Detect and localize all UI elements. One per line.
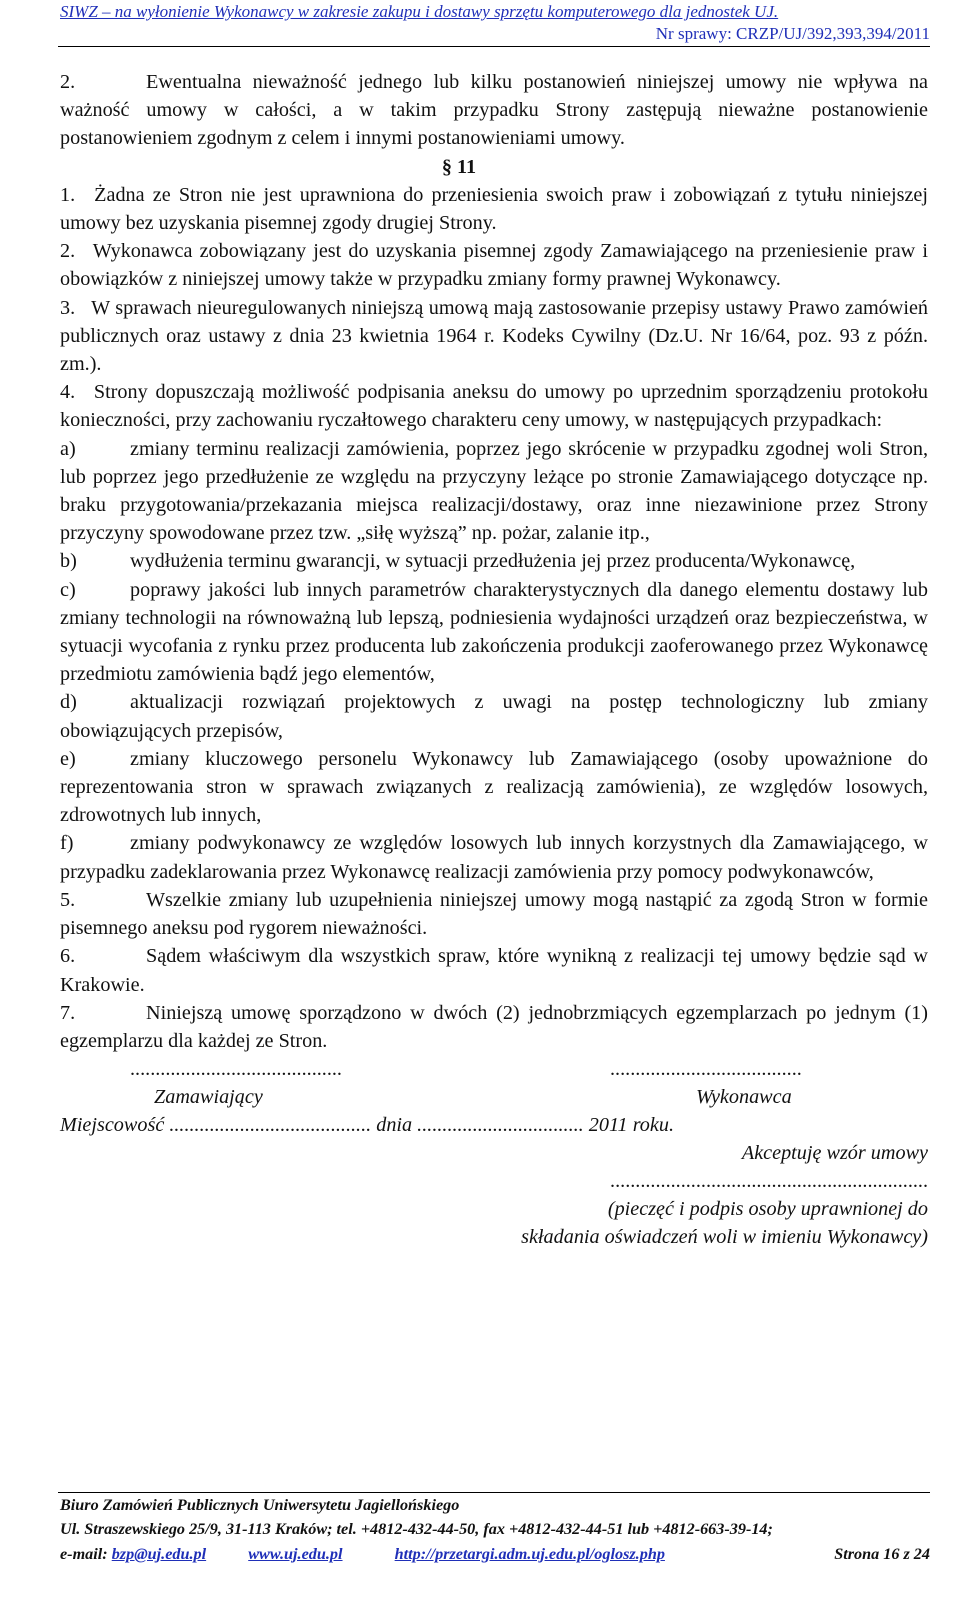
footer-contacts [60,1545,930,1564]
point-number: 1. [60,183,76,206]
paragraph-text: Ewentualna nieważność jednego lub kilku postanowień niniejszej umowy nie wpływa na ważność umowy w całości, a w takim przypadku Strony zastępują nieważne postanowienie postanowieniem zgodnym z celem i innymi postanowieniami umowy. [60,71,928,150]
list-item-d [60,688,928,744]
item-text: zmiany kluczowego personelu Wykonawcy lub Zamawiającego (osoby upoważnione do reprezentowania stron w sprawach związanych z realizacją zamówienia), ze względów losowych, zdrowotnych lub innych, [60,747,928,827]
footer-www-link[interactable]: www.uj.edu.pl [248,1545,343,1563]
point-number: 5. [60,888,76,911]
point-5 [60,886,928,942]
footer-tender-link[interactable]: http://przetargi.adm.uj.edu.pl/oglosz.php [394,1545,665,1563]
item-label: a) [60,437,76,460]
list-item-c [60,576,928,689]
s11-point-2 [60,237,928,293]
item-label: c) [60,578,76,601]
s11-point-1 [60,181,928,237]
item-text: zmiany podwykonawcy ze względów losowych lub innych korzystnych dla Zamawiającego, w przypadku zadeklarowania przez Wykonawcę realizacji zamówienia przy pomocy podwykonawców, [60,832,928,883]
item-label: f) [60,832,74,855]
stamp-note-line-2: składania oświadczeń woli w imieniu Wykonawcy) [521,1226,928,1249]
list-item-a [60,435,928,548]
point-6 [60,942,928,998]
header-title: SIWZ – na wyłonienie Wykonawcy w zakresie zakupu i dostawy sprzętu komputerowego dla jednostek UJ. [60,2,779,21]
item-label: d) [60,691,77,714]
item-label: e) [60,747,76,770]
point-text: Niniejszą umowę sporządzono w dwóch (2) jednobrzmiących egzemplarzach po jednym (1) egzemplarzu dla każdej ze Stron. [60,1001,928,1052]
list-item-f [60,829,928,885]
footer-rule [58,1492,930,1493]
signature-block [60,1055,928,1260]
stamp-note-line-1: (pieczęć i podpis osoby uprawnionej do [607,1198,928,1221]
point-text: Sądem właściwym dla wszystkich spraw, które wynikną z realizacji tej umowy będzie sąd w Krakowie. [60,945,928,996]
footer-address: Ul. Straszewskiego 25/9, 31-113 Kraków; tel. +4812-432-44-50, fax +4812-432-44-51 lub +4812-663-39-14; [60,1520,773,1538]
party-right-label: Wykonawca [696,1086,792,1109]
item-text: wydłużenia terminu gwarancji, w sytuacji przedłużenia jej przez producenta/Wykonawcę, [130,550,856,573]
footer-page-number: Strona 16 z 24 [834,1545,930,1563]
point-number: 4. [60,381,76,404]
item-text: poprawy jakości lub innych parametrów charakterystycznych dla danego elementu dostawy lub zmiany technologii na równoważną lub lepszą, podniesienia wydajności urządzeń oraz bezpieczeństwa, w sytuacji wycofania z rynku przez producenta lub zakończenia produkcji zaoferowanego przez Wykonawcę przedmiotu zamówienia bądź jego elementów, [60,578,928,686]
accept-template-label: Akceptuję wzór umowy [741,1142,928,1165]
footer-org: Biuro Zamówień Publicznych Uniwersytetu Jagiellońskiego [60,1496,460,1514]
list-item-e [60,745,928,830]
item-text: aktualizacji rozwiązań projektowych z uwagi na postęp technologiczny lub zmiany obowiązujących przepisów, [60,691,928,742]
paragraph-number: 2. [60,71,76,93]
point-text: Strony dopuszczają możliwość podpisania aneksu do umowy po uprzednim sporządzeniu protokołu konieczności, przy zachowaniu ryczałtowego charakteru ceny umowy, w następujących przypadkach: [60,381,928,432]
item-label: b) [60,550,77,573]
footer-email-label: e-mail: [60,1545,108,1563]
header-rule [58,46,930,47]
point-number: 2. [60,240,76,263]
section-heading: § 11 [441,155,477,178]
s11-point-4 [60,378,928,434]
paragraph-2 [60,68,928,153]
signature-line-left: .......................................... [130,1058,342,1081]
list-item-b [60,547,928,575]
point-text: Żadna ze Stron nie jest uprawniona do przeniesienia swoich praw i zobowiązań z tytułu niniejszej umowy bez uzyskania pisemnej zgody drugiej Strony. [60,183,929,235]
header-case-number: Nr sprawy: CRZP/UJ/392,393,394/2011 [655,24,930,43]
point-7 [60,999,928,1055]
point-number: 7. [60,1001,76,1024]
point-text: Wszelkie zmiany lub uzupełnienia niniejszej umowy mogą nastąpić za zgodą Stron w formie pisemnego aneksu pod rygorem nieważności. [60,888,928,940]
s11-point-3 [60,294,928,379]
party-left-label: Zamawiający [154,1086,263,1109]
point-number: 6. [60,945,76,968]
footer-email-link[interactable]: bzp@uj.edu.pl [111,1545,207,1563]
place-date-line: Miejscowość ........................................ dnia ................................. 2011 roku. [60,1114,675,1137]
document-body [60,68,928,1260]
point-text: W sprawach nieuregulowanych niniejszą umową mają zastosowanie przepisy ustawy Prawo zamówień publicznych oraz ustawy z dnia 23 kwietnia 1964 r. Kodeks Cywilny (Dz.U. Nr 16/64, poz. 93 z późn. zm.). [60,296,928,376]
item-text: zmiany terminu realizacji zamówienia, poprzez jego skrócenie w przypadku zgodnej woli Stron, lub poprzez jego przedłużenie ze względu na przyczyny leżące po stronie Zamawiającego dotyczące np. braku przygotowania/przekazania miejsca realizacji/dostawy, oraz inne niezawinione przez Strony przyczyny spowodowane przez tzw. „siłę wyższą” np. pożar, zalanie itp., [60,437,928,545]
point-number: 3. [60,296,76,319]
point-text: Wykonawca zobowiązany jest do uzyskania pisemnej zgody Zamawiającego na przeniesienie praw i obowiązków z niniejszej umowy także w przypadku zmiany formy prawnej Wykonawcy. [60,240,928,291]
accept-signature-line: ............................................................... [610,1170,928,1193]
signature-line-right: ...................................... [610,1058,802,1081]
